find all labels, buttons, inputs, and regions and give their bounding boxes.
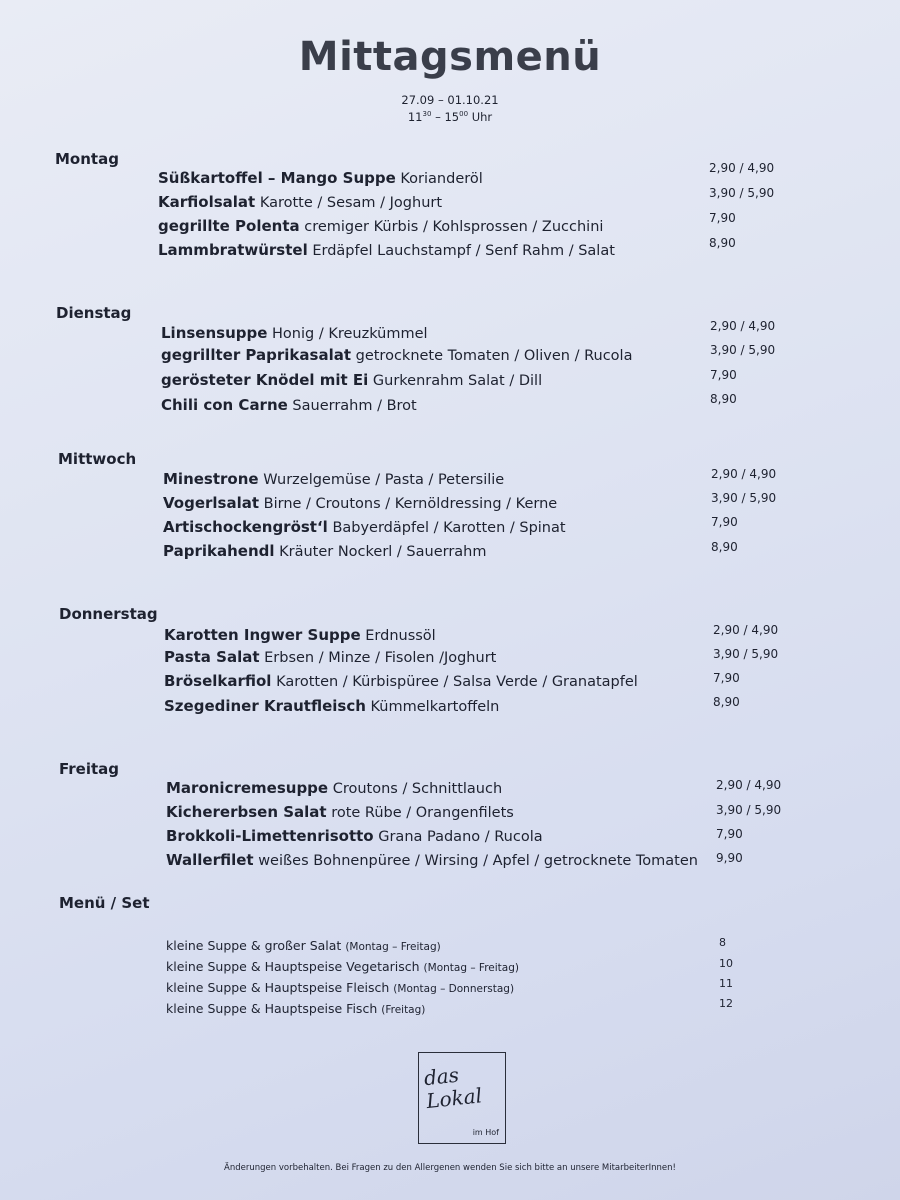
dish-item xyxy=(166,827,543,845)
dish-name: Bröselkarfiol xyxy=(164,672,272,690)
set-note: (Montag – Donnerstag) xyxy=(393,983,515,995)
dish-price: 7,90 xyxy=(711,515,738,529)
dish-description: Karotten / Kürbispüree / Salsa Verde / Granatapfel xyxy=(276,674,638,690)
dish-item xyxy=(161,396,417,414)
set-price: 11 xyxy=(719,977,733,990)
dish-item xyxy=(163,494,557,512)
dish-description: Sauerrahm / Brot xyxy=(292,398,417,414)
footer-note: Änderungen vorbehalten. Bei Fragen zu den Allergenen wenden Sie sich bitte an unsere MitarbeiterInnen! xyxy=(224,1163,676,1173)
set-price: 8 xyxy=(719,936,726,949)
dish-item xyxy=(158,217,603,235)
set-price: 12 xyxy=(719,997,733,1010)
dish-item xyxy=(166,803,514,821)
set-text: kleine Suppe & Hauptspeise Fleisch xyxy=(166,980,390,995)
dish-name: Brokkoli-Limettenrisotto xyxy=(166,827,374,845)
dish-price: 2,90 / 4,90 xyxy=(710,319,776,333)
dish-description: Kräuter Nockerl / Sauerrahm xyxy=(279,544,487,560)
dish-price: 7,90 xyxy=(716,827,743,841)
date-range: 27.09 – 01.10.21 xyxy=(401,93,499,107)
dish-price: 9,90 xyxy=(716,851,743,865)
dish-name: Szegediner Krautfleisch xyxy=(164,697,366,715)
dish-item xyxy=(166,779,502,797)
dish-description: Honig / Kreuzkümmel xyxy=(272,326,428,342)
dish-price: 7,90 xyxy=(713,671,740,685)
page-title: Mittagsmenü xyxy=(298,34,602,80)
dish-description: getrocknete Tomaten / Oliven / Rucola xyxy=(355,348,633,364)
set-item xyxy=(166,1001,425,1016)
dish-price: 3,90 / 5,90 xyxy=(709,186,775,200)
dish-name: Linsensuppe xyxy=(161,324,268,342)
dish-item xyxy=(163,470,504,488)
dish-name: gegrillter Paprikasalat xyxy=(161,346,352,364)
day-heading-montag: Montag xyxy=(55,150,119,168)
dish-description: weißes Bohnenpüree / Wirsing / Apfel / getrocknete Tomaten xyxy=(258,853,698,869)
dish-price: 2,90 / 4,90 xyxy=(711,467,777,481)
dish-item xyxy=(163,542,487,560)
dish-description: Gurkenrahm Salat / Dill xyxy=(372,373,543,389)
dish-name: Kichererbsen Salat xyxy=(166,803,327,821)
dish-name: gegrillte Polenta xyxy=(158,217,300,235)
dish-name: Karfiolsalat xyxy=(158,193,256,211)
dish-name: Karotten Ingwer Suppe xyxy=(164,626,361,644)
day-heading-mittwoch: Mittwoch xyxy=(58,450,137,468)
dish-price: 2,90 / 4,90 xyxy=(713,623,779,637)
set-note: (Montag – Freitag) xyxy=(345,941,441,953)
dish-description: Croutons / Schnittlauch xyxy=(332,781,503,797)
dish-description: Erdnussöl xyxy=(365,628,436,644)
dish-name: gerösteter Knödel mit Ei xyxy=(161,371,369,389)
set-text: kleine Suppe & großer Salat xyxy=(166,938,342,953)
dish-item xyxy=(164,672,638,690)
set-price: 10 xyxy=(719,957,733,970)
dish-price: 8,90 xyxy=(709,236,736,250)
day-heading-freitag: Freitag xyxy=(59,760,120,778)
dish-price: 8,90 xyxy=(710,392,737,406)
set-text: kleine Suppe & Hauptspeise Vegetarisch xyxy=(166,959,420,974)
dish-price: 3,90 / 5,90 xyxy=(716,803,782,817)
dish-item xyxy=(164,626,436,644)
dish-item xyxy=(158,169,483,187)
dish-description: Erbsen / Minze / Fisolen /Joghurt xyxy=(264,650,497,666)
restaurant-logo xyxy=(418,1052,506,1144)
dish-item xyxy=(166,851,698,869)
dish-item xyxy=(164,697,499,715)
dish-name: Artischockengröst‘l xyxy=(163,518,328,536)
dish-name: Paprikahendl xyxy=(163,542,275,560)
set-note: (Freitag) xyxy=(381,1004,426,1016)
dish-item xyxy=(161,371,542,389)
dish-item xyxy=(164,648,496,666)
set-note: (Montag – Freitag) xyxy=(423,962,519,974)
dish-price: 2,90 / 4,90 xyxy=(716,778,782,792)
day-heading-dienstag: Dienstag xyxy=(56,304,132,322)
dish-price: 8,90 xyxy=(713,695,740,709)
dish-name: Süßkartoffel – Mango Suppe xyxy=(158,169,396,187)
dish-description: Wurzelgemüse / Pasta / Petersilie xyxy=(263,472,505,488)
dish-price: 3,90 / 5,90 xyxy=(711,491,777,505)
set-item xyxy=(166,980,514,995)
dish-name: Lammbratwürstel xyxy=(158,241,308,259)
dish-description: rote Rübe / Orangenfilets xyxy=(331,805,514,821)
dish-description: Babyerdäpfel / Karotten / Spinat xyxy=(332,520,566,536)
dish-description: Erdäpfel Lauchstampf / Senf Rahm / Salat xyxy=(312,243,615,259)
set-item xyxy=(166,959,519,974)
dish-price: 3,90 / 5,90 xyxy=(713,647,779,661)
dish-description: Korianderöl xyxy=(400,171,483,187)
dish-description: Kümmelkartoffeln xyxy=(370,699,500,715)
dish-item xyxy=(158,193,442,211)
dish-item xyxy=(161,346,632,364)
dish-price: 2,90 / 4,90 xyxy=(709,161,775,175)
dish-item xyxy=(158,241,615,259)
dish-name: Wallerfilet xyxy=(166,851,254,869)
logo-subtitle: im Hof xyxy=(472,1128,499,1137)
dish-name: Chili con Carne xyxy=(161,396,288,414)
set-item xyxy=(166,938,441,953)
set-text: kleine Suppe & Hauptspeise Fisch xyxy=(166,1001,378,1016)
opening-hours: $11^{30} - 15^{00}$ Uhr xyxy=(407,110,493,124)
set-heading: Menü / Set xyxy=(59,894,150,912)
dish-name: Maronicremesuppe xyxy=(166,779,329,797)
dish-description: cremiger Kürbis / Kohlsprossen / Zucchini xyxy=(304,219,604,235)
day-heading-donnerstag: Donnerstag xyxy=(59,605,158,623)
dish-price: 7,90 xyxy=(709,211,736,225)
dish-name: Vogerlsalat xyxy=(163,494,260,512)
dish-price: 7,90 xyxy=(710,368,737,382)
dish-item xyxy=(163,518,566,536)
dish-name: Pasta Salat xyxy=(164,648,260,666)
dish-description: Birne / Croutons / Kernöldressing / Kerne xyxy=(263,496,558,512)
dish-description: Grana Padano / Rucola xyxy=(378,829,543,845)
dish-name: Minestrone xyxy=(163,470,259,488)
dish-item xyxy=(161,324,428,342)
dish-price: 8,90 xyxy=(711,540,738,554)
dish-description: Karotte / Sesam / Joghurt xyxy=(259,195,443,211)
dish-price: 3,90 / 5,90 xyxy=(710,343,776,357)
logo-wordmark: das Lokal xyxy=(422,1062,484,1114)
